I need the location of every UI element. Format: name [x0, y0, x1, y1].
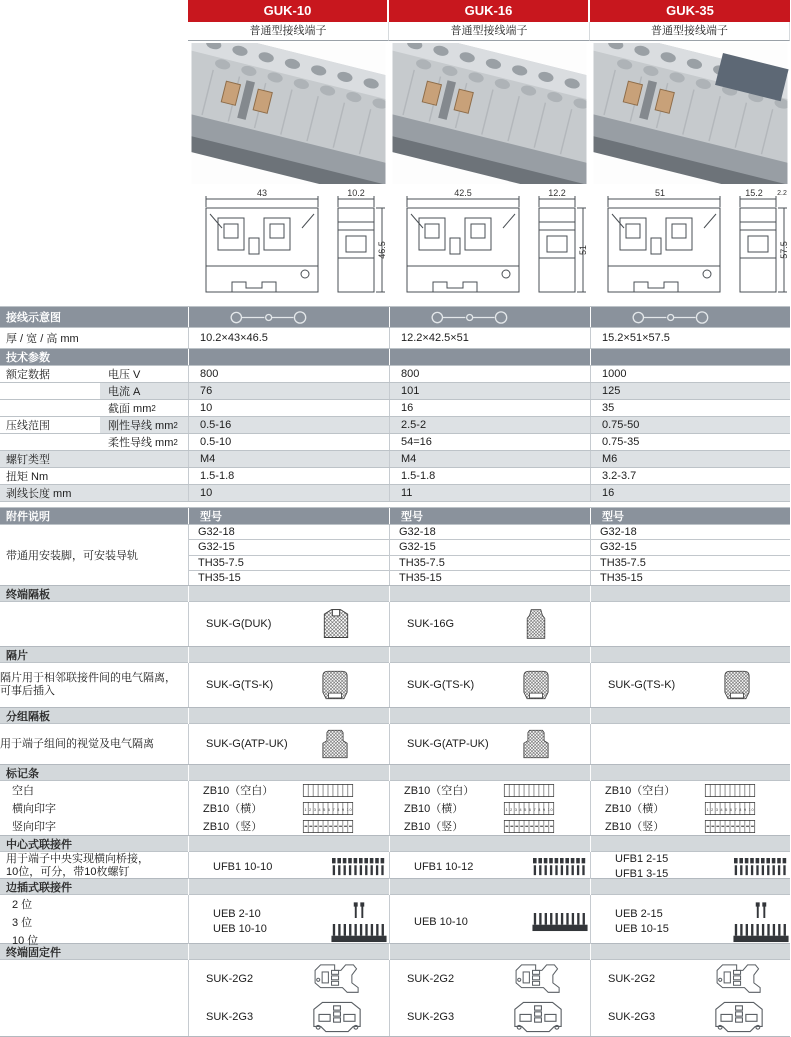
wiring-diagram-row [0, 306, 790, 327]
model-item: ZB10（空白） [404, 785, 475, 797]
svg-text:1 2 3 4 5 6 7 8 9 10: 1 2 3 4 5 6 7 8 9 10 [706, 807, 754, 812]
svg-text:57.5: 57.5 [778, 241, 789, 259]
model-item: G32-15 [591, 539, 790, 554]
svg-text:1 2 3 4 5 6 7 8 9 10: 1 2 3 4 5 6 7 8 9 10 [505, 807, 553, 812]
mount-models [188, 525, 389, 585]
model-item: G32-18 [600, 526, 637, 539]
model-item: TH35-15 [189, 570, 389, 585]
center-bridge-row [0, 851, 790, 878]
terminal-circuit-icon [427, 310, 517, 325]
tech-row-screw [0, 450, 790, 467]
tech-row-torque [0, 467, 790, 484]
accessories-header-label: 附件说明 [6, 511, 50, 523]
partition-row [0, 662, 790, 707]
tech-row-current [0, 382, 790, 399]
model-item: UFB1 3-15 [615, 868, 669, 880]
product-photo [593, 43, 788, 184]
marker-row [0, 780, 790, 835]
model-item: G32-18 [198, 526, 235, 539]
model-item: UFB1 10-12 [414, 860, 474, 873]
param-value: 0.5-10 [188, 434, 389, 450]
model-item: SUK-2G3 [206, 1011, 254, 1023]
ueb-10pole-icon [733, 923, 789, 943]
model-item: G32-15 [390, 539, 590, 554]
param-value: 1000 [590, 366, 790, 382]
ueb-10pole-icon [331, 923, 387, 943]
side-bridge-band [0, 878, 790, 894]
marker-strip-v-icon [500, 820, 558, 833]
marker-label-horizontal: 横向印字 [12, 803, 56, 815]
model-item: ZB10（竖） [404, 821, 464, 833]
model-item: SUK-G(DUK) [206, 618, 272, 630]
svg-text:43: 43 [256, 188, 268, 198]
partition-desc: 隔片用于相邻联接件间的电气隔离，可事后插入 [0, 672, 176, 697]
marker-band [0, 764, 790, 780]
marker-title: 标记条 [6, 768, 39, 780]
param-value: 0.75-35 [590, 434, 790, 450]
param-label: 电流 A [100, 383, 188, 399]
terminal-circuit-icon [628, 310, 718, 325]
model-item: TH35-7.5 [390, 555, 590, 570]
end-plate-row [0, 601, 790, 646]
end-fix-row [0, 959, 790, 1036]
end-clamp-2g3-icon [708, 999, 770, 1035]
mount-models [389, 525, 590, 585]
svg-text:15.2: 15.2 [744, 188, 763, 198]
group-label: 额定数据 [6, 369, 50, 381]
group-plate-atp-icon [318, 728, 352, 760]
model-item: SUK-G(TS-K) [608, 679, 676, 691]
tech-row-section [0, 399, 790, 416]
product-subtitle-guk35: 普通型接线端子 [590, 22, 790, 41]
technical-drawing-guk35 [590, 186, 790, 306]
center-bridge-band [0, 835, 790, 851]
tech-row-voltage [0, 365, 790, 382]
partition-tsk-icon [519, 669, 553, 701]
param-value: 10 [188, 485, 389, 501]
product-photo [191, 43, 386, 184]
tech-row-flex [0, 433, 790, 450]
partition-band [0, 646, 790, 662]
marker-strip-v-icon [299, 820, 357, 833]
end-clamp-2g2-icon [708, 961, 770, 997]
group-plate-title: 分组隔板 [6, 711, 50, 723]
marker-strip-v-icon [701, 820, 759, 833]
model-item: TH35-15 [390, 570, 590, 585]
model-item: SUK-G(ATP-UK) [407, 738, 489, 750]
end-plate-title: 终端隔板 [6, 589, 50, 601]
svg-text:10.2: 10.2 [347, 188, 365, 198]
model-item: TH35-7.5 [189, 555, 389, 570]
model-item: SUK-2G2 [608, 973, 656, 985]
end-clamp-2g2-icon [306, 961, 368, 997]
model-item: ZB10（横） [203, 803, 263, 815]
param-label: 剥线长度 mm [0, 485, 188, 501]
ufb-bridge-icon [733, 858, 789, 876]
param-value: 3.2-3.7 [590, 468, 790, 484]
param-value: M4 [389, 451, 590, 467]
param-label: 电压 V [108, 369, 141, 381]
marker-label-blank: 空白 [12, 785, 34, 797]
center-bridge-title: 中心式联接件 [6, 839, 72, 851]
param-value: 800 [188, 366, 389, 382]
model-col-header: 型号 [590, 508, 790, 524]
product-header-area [0, 0, 790, 306]
model-item: UEB 10-15 [615, 923, 669, 935]
param-value: M4 [188, 451, 389, 467]
spec-table [0, 306, 790, 1037]
accessories-header-row [0, 507, 790, 524]
ueb-2pole-icon [352, 902, 366, 920]
marker-strip-blank-icon [500, 784, 558, 797]
technical-drawing-guk16 [389, 186, 590, 306]
model-item: UEB 10-10 [414, 915, 468, 928]
product-photo [392, 43, 587, 184]
param-value: 16 [590, 485, 790, 501]
marker-label-vertical: 竖向印字 [12, 821, 56, 833]
param-value: 101 [389, 383, 590, 399]
ufb-bridge-icon [331, 858, 387, 876]
top-spacer [0, 0, 188, 22]
partition-title: 隔片 [6, 650, 28, 662]
product-subtitle-guk10: 普通型接线端子 [188, 22, 389, 41]
model-item: UEB 10-10 [213, 923, 267, 935]
model-item: SUK-2G2 [206, 973, 254, 985]
technical-drawing-guk10 [188, 186, 389, 306]
product-title-guk16: GUK-16 [389, 0, 590, 22]
end-clamp-2g2-icon [507, 961, 569, 997]
marker-strip-blank-icon [299, 784, 357, 797]
product-title-guk10: GUK-10 [188, 0, 389, 22]
param-value: 54=16 [389, 434, 590, 450]
param-label: 柔性导线 mm 2 [108, 437, 178, 449]
side-bridge-title: 边插式联接件 [6, 882, 72, 894]
model-item: ZB10（竖） [605, 821, 665, 833]
tech-header-label: 技术参数 [6, 352, 50, 364]
mount-desc: 带通用安装脚，可安装导轨 [6, 550, 138, 562]
param-value: 10 [188, 400, 389, 416]
product-photo-guk10 [188, 41, 389, 186]
model-item: SUK-G(TS-K) [407, 679, 475, 691]
partition-tsk-icon [720, 669, 754, 701]
terminal-circuit-icon [226, 310, 316, 325]
product-title-guk35: GUK-35 [590, 0, 790, 22]
model-item: TH35-15 [591, 570, 790, 585]
param-value: 0.5-16 [188, 417, 389, 433]
param-label: 刚性导线 mm 2 [100, 417, 188, 433]
mount-models [590, 525, 790, 585]
param-value: 800 [389, 366, 590, 382]
svg-text:51: 51 [654, 188, 665, 198]
end-plate-band [0, 585, 790, 601]
ueb-2pole-icon [754, 902, 768, 920]
model-item: SUK-2G2 [407, 973, 455, 985]
param-label: 扭矩 Nm [6, 471, 49, 483]
model-item: UFB1 10-10 [213, 860, 273, 873]
group-plate-band [0, 707, 790, 723]
model-item: UEB 2-10 [213, 908, 261, 920]
model-item: SUK-G(TS-K) [206, 679, 274, 691]
model-col-header: 型号 [188, 508, 389, 524]
tech-header-row [0, 348, 790, 365]
tech-row-rigid [0, 416, 790, 433]
size-row [0, 327, 790, 348]
param-value: 11 [389, 485, 590, 501]
group-label: 压线范围 [6, 420, 50, 432]
center-bridge-desc: 用于端子中央实现横向桥接， 10位，可分，带10枚螺钉 [6, 853, 149, 878]
side-bridge-label-10: 10 位 [12, 935, 39, 947]
side-bridge-label-2: 2 位 [12, 899, 33, 911]
model-item: ZB10（空白） [203, 785, 274, 797]
partition-tsk-icon [318, 669, 352, 701]
svg-text:12.2: 12.2 [548, 188, 566, 198]
technical-drawing [590, 186, 791, 306]
model-item: SUK-G(ATP-UK) [206, 738, 288, 750]
end-clamp-2g3-icon [507, 999, 569, 1035]
group-plate-desc: 用于端子组间的视觉及电气隔离 [0, 737, 154, 750]
technical-drawing [389, 186, 590, 306]
product-subtitle-guk16: 普通型接线端子 [389, 22, 590, 41]
product-photo-guk35 [590, 41, 790, 186]
param-value: M6 [590, 451, 790, 467]
end-plate-duk-icon [318, 606, 354, 642]
end-clamp-2g3-icon [306, 999, 368, 1035]
model-item: UEB 2-15 [615, 908, 663, 920]
model-item: SUK-16G [407, 618, 455, 630]
model-item: SUK-2G3 [407, 1011, 455, 1023]
size-label: 厚 / 宽 / 高 mm [6, 333, 79, 345]
marker-strip-h-icon [299, 802, 357, 815]
svg-text:2.2: 2.2 [776, 190, 787, 197]
technical-drawing [188, 186, 389, 306]
end-plate-16g-icon [519, 608, 553, 640]
model-item: ZB10（横） [404, 803, 464, 815]
param-label: 截面 mm 2 [108, 403, 156, 415]
model-item: G32-18 [399, 526, 436, 539]
model-item: UFB1 2-15 [615, 853, 669, 865]
tech-row-striplen [0, 484, 790, 501]
marker-row-labels [0, 781, 188, 835]
svg-text:42.5: 42.5 [454, 188, 472, 198]
side-bridge-label-3: 3 位 [12, 917, 33, 929]
marker-strip-h-icon [500, 802, 558, 815]
group-plate-row [0, 723, 790, 764]
param-value: 1.5-1.8 [389, 468, 590, 484]
group-plate-atp-icon [519, 728, 553, 760]
svg-text:46.5: 46.5 [377, 241, 387, 259]
param-value: 0.75-50 [590, 417, 790, 433]
model-item: SUK-2G3 [608, 1011, 656, 1023]
size-value: 12.2×42.5×51 [389, 328, 590, 348]
size-value: 15.2×51×57.5 [590, 328, 790, 348]
param-value: 16 [389, 400, 590, 416]
ufb-bridge-icon [532, 858, 588, 876]
param-value: 35 [590, 400, 790, 416]
svg-text:1 2 3 4 5 6 7 8 9 10: 1 2 3 4 5 6 7 8 9 10 [304, 807, 352, 812]
product-photo-guk16 [389, 41, 590, 186]
mount-models-row [0, 524, 790, 585]
marker-strip-h-icon [701, 802, 759, 815]
model-item: G32-15 [189, 539, 389, 554]
param-value: 125 [590, 383, 790, 399]
size-value: 10.2×43×46.5 [188, 328, 389, 348]
end-fix-band [0, 943, 790, 959]
param-value: 2.5-2 [389, 417, 590, 433]
end-fix-title: 终端固定件 [6, 947, 61, 959]
ueb-10pole-icon [532, 912, 588, 932]
model-item: ZB10（空白） [605, 785, 676, 797]
model-item: ZB10（竖） [203, 821, 263, 833]
side-bridge-labels [0, 895, 188, 949]
wiring-diagram-label: 接线示意图 [6, 312, 61, 324]
side-bridge-row [0, 894, 790, 947]
model-item: TH35-7.5 [591, 555, 790, 570]
param-value: 1.5-1.8 [188, 468, 389, 484]
param-value: 76 [188, 383, 389, 399]
svg-text:51: 51 [578, 244, 588, 256]
marker-strip-blank-icon [701, 784, 759, 797]
model-col-header: 型号 [389, 508, 590, 524]
param-label: 螺钉类型 [0, 451, 188, 467]
model-item: ZB10（横） [605, 803, 665, 815]
